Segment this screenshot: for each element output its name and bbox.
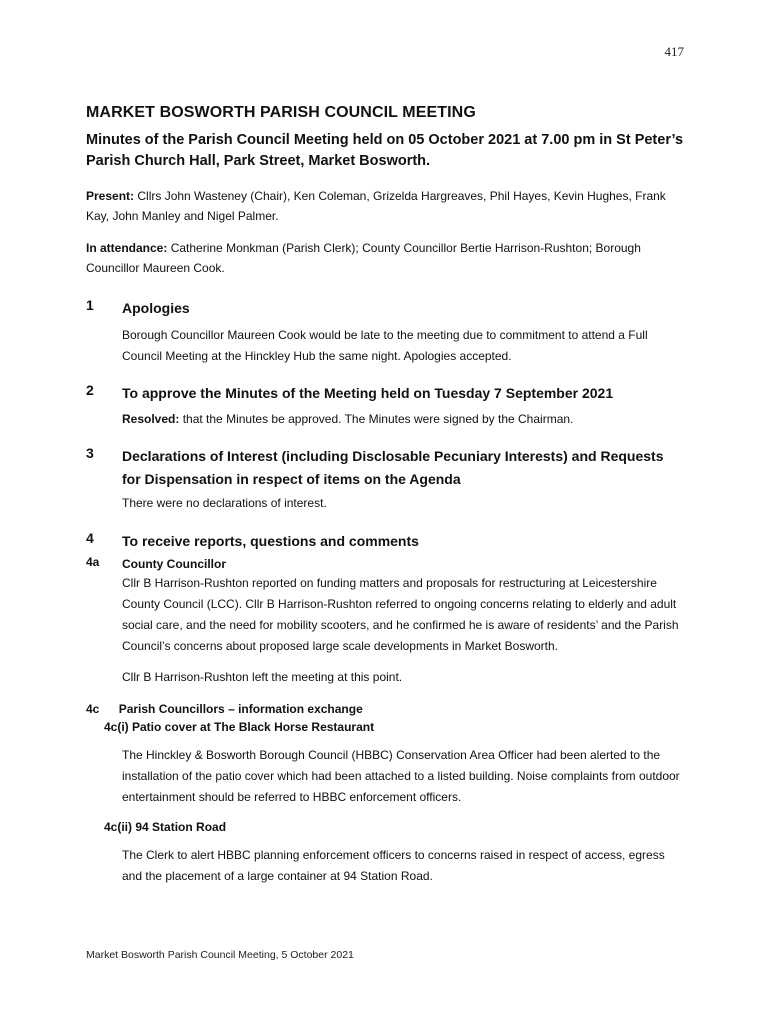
- page-footer: Market Bosworth Parish Council Meeting, 5 October 2021: [86, 949, 354, 961]
- section-declarations: [86, 445, 686, 514]
- subsection-title: County Councillor: [122, 557, 226, 571]
- section-title: Apologies: [122, 300, 190, 316]
- attendance-text: Catherine Monkman (Parish Clerk); County Councillor Bertie Harrison-Rushton; Borough Councillor Maureen Cook.: [86, 241, 641, 275]
- section-number: 1: [86, 297, 94, 313]
- subsection-note: Cllr B Harrison-Rushton left the meeting at this point.: [122, 670, 403, 684]
- resolved-text: that the Minutes be approved. The Minutes were signed by the Chairman.: [182, 412, 574, 426]
- subsection-number: 4a: [86, 555, 100, 569]
- attendance-label: In attendance:: [86, 241, 168, 255]
- section-title: To approve the Minutes of the Meeting held on Tuesday 7 September 2021: [122, 385, 614, 401]
- present-paragraph: [86, 186, 686, 226]
- section-number: 3: [86, 445, 94, 461]
- attendance-paragraph: [86, 238, 686, 278]
- item-body: The Clerk to alert HBBC planning enforcement officers to concerns raised in respect of access, egress and the placement of a large container at 94 Station Road.: [122, 848, 665, 883]
- subsection-county-councillor: [86, 555, 686, 688]
- section-reports: [86, 530, 686, 553]
- subsection-title: Parish Councillors – information exchange: [118, 702, 363, 716]
- item-body: The Hinckley & Bosworth Borough Council (HBBC) Conservation Area Officer had been alerted to the installation of the patio cover which had been attached to a listed building. Noise complaints from outdoor entertainment should be referred to HBBC enforcement officers.: [122, 748, 680, 804]
- document-title: MARKET BOSWORTH PARISH COUNCIL MEETING: [86, 104, 476, 121]
- subsection-number: 4c: [86, 702, 100, 716]
- section-number: 4: [86, 530, 94, 546]
- subsection-heading: [86, 700, 686, 718]
- section-title: To receive reports, questions and comments: [122, 533, 419, 549]
- item-heading: 4c(i) Patio cover at The Black Horse Restaurant: [104, 720, 375, 734]
- section-apologies: [86, 297, 686, 367]
- section-approve-minutes: [86, 382, 686, 430]
- section-body: There were no declarations of interest.: [122, 496, 327, 510]
- page-number: 417: [664, 44, 684, 59]
- minutes-document: [86, 104, 686, 887]
- section-title: Declarations of Interest (including Disclosable Pecuniary Interests) and Requests for Dispensation in respect of items on the Agenda: [122, 448, 664, 487]
- section-body: Borough Councillor Maureen Cook would be late to the meeting due to commitment to attend a Full Council Meeting at the Hinckley Hub the same night. Apologies accepted.: [122, 328, 648, 363]
- subsection-parish-councillors: [86, 700, 686, 887]
- resolved-label: Resolved:: [122, 412, 180, 426]
- present-label: Present:: [86, 189, 135, 203]
- section-body: [122, 409, 686, 430]
- document-subtitle: Minutes of the Parish Council Meeting held on 05 October 2021 at 7.00 pm in St Peter’s Parish Church Hall, Park Street, Market Bosworth.: [86, 132, 684, 169]
- subsection-body: Cllr B Harrison-Rushton reported on funding matters and proposals for restructuring at Leicestershire County Council (LCC). Cllr B Harrison-Rushton referred to ongoing concerns relating to elderly and adult social care, and the need for mobility scooters, and he confirmed he is aware of residents’ and the Parish Council’s concerns about proposed large scale developments in Market Bosworth.: [122, 576, 679, 653]
- present-text: Cllrs John Wasteney (Chair), Ken Coleman, Grizelda Hargreaves, Phil Hayes, Kevin Hughes, Frank Kay, John Manley and Nigel Palmer.: [86, 189, 666, 223]
- item-heading: 4c(ii) 94 Station Road: [104, 820, 227, 834]
- section-number: 2: [86, 382, 94, 398]
